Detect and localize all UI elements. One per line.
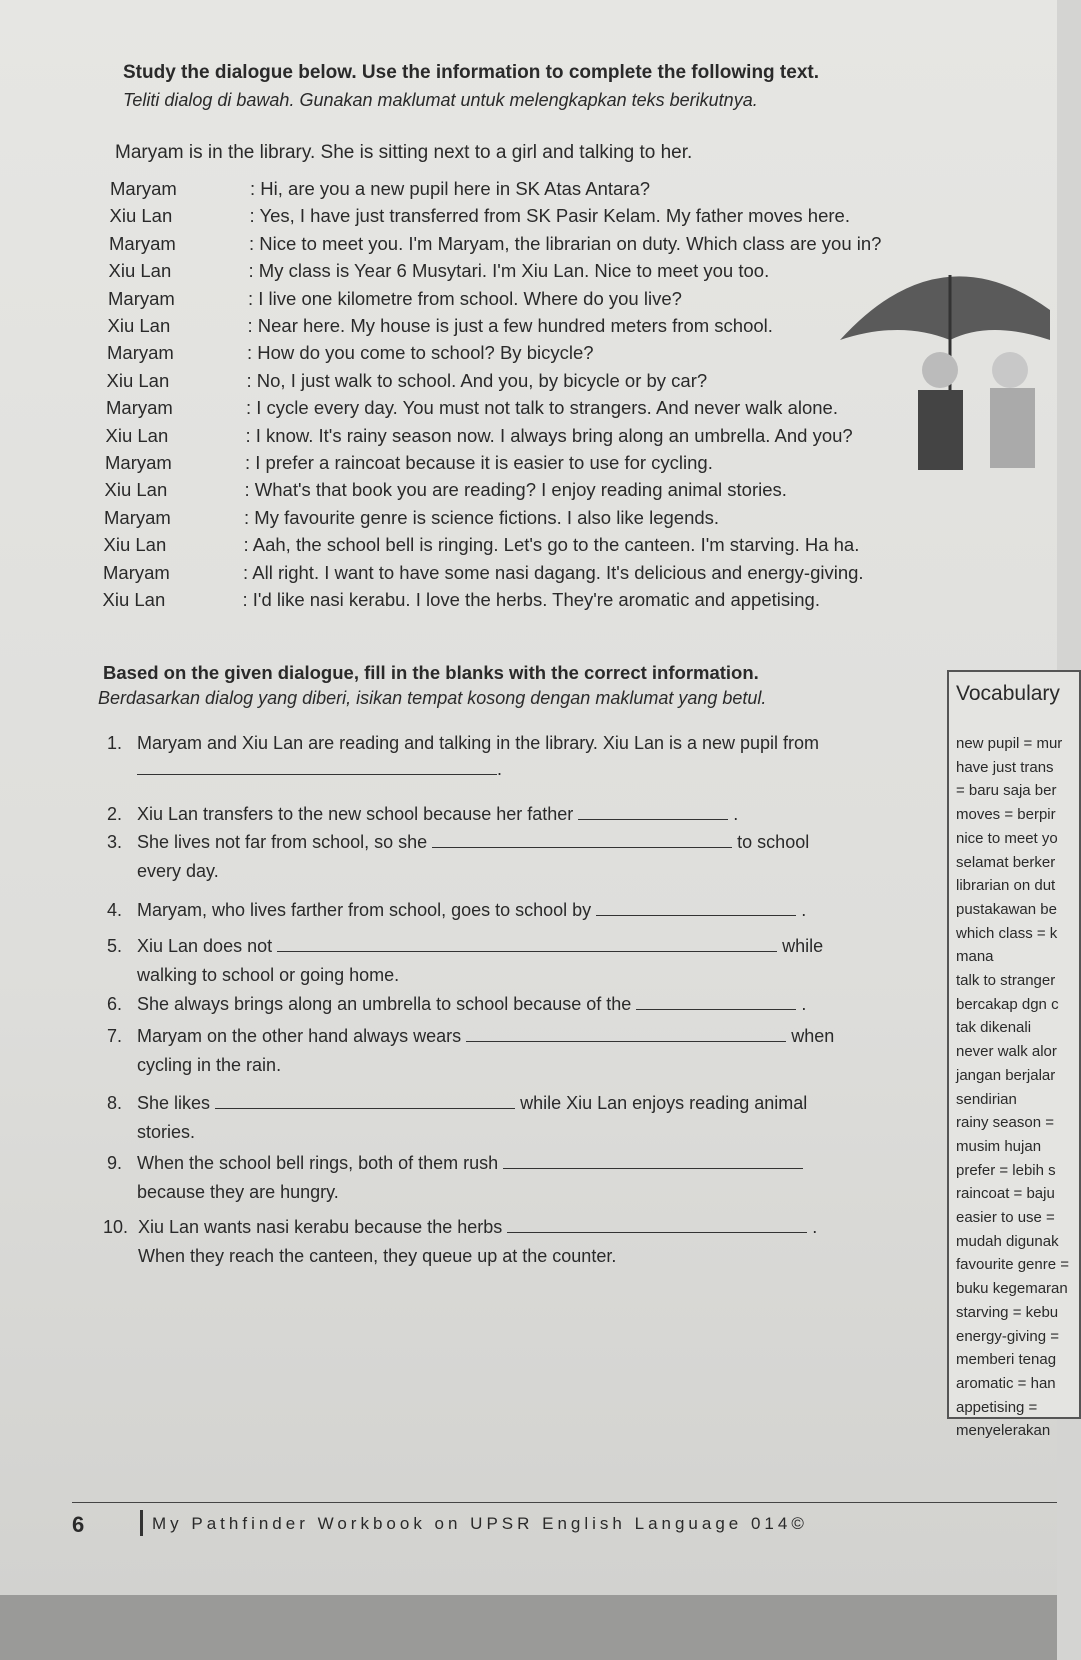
line-text: : My class is Year 6 Musytari. I'm Xiu Lan. Nice to meet you too.: [248, 260, 770, 282]
question-item: [107, 733, 937, 780]
umbrella-illustration: [830, 250, 1057, 480]
vocabulary-item: never walk alor: [956, 1043, 1057, 1061]
question-item: [107, 803, 937, 825]
background-surface: [0, 1595, 1057, 1660]
vocabulary-item: buku kegemaran: [956, 1280, 1068, 1298]
page-number: 6: [72, 1512, 85, 1537]
instruction-en: Study the dialogue below. Use the information to complete the following text.: [123, 62, 819, 83]
question-number: 1.: [107, 733, 123, 753]
answer-blank[interactable]: [466, 1025, 786, 1042]
dialogue-line: [104, 507, 719, 529]
question-item: [107, 899, 937, 921]
vocabulary-item: appetising =: [956, 1398, 1038, 1416]
speaker: Maryam: [108, 287, 175, 309]
vocabulary-item: librarian on dut: [956, 877, 1056, 895]
line-text: : I prefer a raincoat because it is easier to use for cycling.: [245, 452, 713, 473]
question-text-2: .: [801, 900, 807, 920]
vocabulary-item: rainy season =: [956, 1114, 1054, 1132]
dialogue-line: [107, 342, 594, 364]
answer-blank[interactable]: [503, 1152, 803, 1169]
vocabulary-item: easier to use =: [956, 1209, 1055, 1227]
speaker: Xiu Lan: [104, 479, 168, 501]
vocabulary-item: selamat berker: [956, 853, 1056, 871]
vocabulary-item: bercakap dgn c: [956, 995, 1059, 1013]
setting-text: Maryam is in the library. She is sitting next to a girl and talking to her.: [115, 142, 693, 163]
line-text: : I live one kilometre from school. Where do you live?: [248, 287, 682, 309]
dialogue-line: [108, 288, 682, 310]
question-item: [107, 1152, 937, 1203]
vocabulary-item: aromatic = han: [956, 1374, 1056, 1392]
question-text-3: walking to school or going home.: [137, 965, 400, 985]
footer-divider: [72, 1502, 1057, 1503]
vocabulary-item: favourite genre =: [956, 1256, 1069, 1274]
vocabulary-item: moves = berpir: [956, 806, 1056, 824]
question-text-2: while Xiu Lan enjoys reading animal: [520, 1093, 808, 1113]
answer-blank[interactable]: [596, 899, 796, 916]
vocabulary-item: mana: [956, 948, 994, 966]
question-number: 10.: [103, 1217, 129, 1237]
vocabulary-item: memberi tenag: [956, 1351, 1057, 1369]
dialogue-line: [107, 370, 708, 392]
vocabulary-item: prefer = lebih s: [956, 1161, 1056, 1179]
vocabulary-item: starving = kebu: [956, 1303, 1059, 1321]
speaker: Maryam: [103, 561, 170, 583]
vocabulary-item: new pupil = mur: [956, 735, 1063, 752]
question-end: .: [497, 759, 503, 779]
dialogue-line: [106, 397, 838, 419]
vocabulary-box: [947, 670, 1081, 1440]
dialogue-line: [104, 534, 860, 556]
question-text: Xiu Lan transfers to the new school because her father: [137, 804, 574, 824]
footer-text: My Pathfinder Workbook on UPSR English Language 014©: [152, 1514, 808, 1533]
vocabulary-title: Vocabulary: [956, 682, 1060, 705]
answer-blank[interactable]: [578, 803, 728, 820]
dialogue-line: [110, 205, 850, 227]
question-item: [107, 1025, 937, 1076]
vocabulary-item: menyelerakan: [956, 1422, 1051, 1440]
line-text: : Near here. My house is just a few hundred meters from school.: [247, 315, 773, 336]
dialogue-line: [106, 425, 853, 447]
line-text: : No, I just walk to school. And you, by bicycle or by car?: [246, 369, 708, 391]
question-text: Maryam and Xiu Lan are reading and talking in the library. Xiu Lan is a new pupil from: [137, 733, 820, 753]
instruction-ms: Teliti dialog di bawah. Gunakan maklumat untuk melengkapkan teks berikutnya.: [123, 90, 758, 110]
answer-blank[interactable]: [636, 993, 796, 1010]
speaker: Maryam: [104, 506, 171, 528]
question-number: 8.: [107, 1093, 123, 1113]
line-text: : Aah, the school bell is ringing. Let's go to the canteen. I'm starving. Ha ha.: [243, 534, 860, 556]
speaker: Maryam: [106, 397, 173, 419]
task-en: Based on the given dialogue, fill in the blanks with the correct information.: [103, 662, 759, 683]
question-text-3: because they are hungry.: [137, 1182, 339, 1202]
question-number: 5.: [107, 936, 123, 956]
vocabulary-item: = baru saja ber: [956, 782, 1057, 800]
answer-blank[interactable]: [507, 1216, 807, 1233]
vocabulary-item: tak dikenali: [956, 1019, 1032, 1037]
vocabulary-item: energy-giving =: [956, 1327, 1059, 1345]
speaker: Xiu Lan: [103, 534, 167, 556]
question-item: [107, 1092, 937, 1143]
question-text: She lives not far from school, so she: [137, 832, 428, 852]
answer-blank[interactable]: [277, 935, 777, 952]
line-text: : How do you come to school? By bicycle?: [247, 342, 594, 364]
question-item: [107, 993, 937, 1015]
footer-bar: [140, 1510, 143, 1536]
dialogue-line: [108, 315, 773, 337]
question-text: She likes: [137, 1093, 211, 1113]
line-text: : All right. I want to have some nasi dagang. It's delicious and energy-giving.: [243, 561, 864, 583]
speaker: Xiu Lan: [108, 260, 172, 282]
question-text-2: .: [733, 804, 739, 824]
question-text-2: to school: [737, 832, 810, 852]
vocabulary-item: nice to meet yo: [956, 829, 1058, 847]
vocabulary-item: talk to stranger: [956, 972, 1056, 990]
vocabulary-item: which class = k: [956, 924, 1058, 942]
dialogue-line: [109, 233, 881, 255]
dialogue-line: [109, 260, 770, 282]
question-text: Xiu Lan wants nasi kerabu because the herbs: [138, 1217, 503, 1237]
speaker: Maryam: [109, 232, 176, 254]
question-text: When the school bell rings, both of them rush: [137, 1153, 499, 1173]
question-text-3: cycling in the rain.: [137, 1055, 282, 1075]
answer-blank[interactable]: [137, 758, 497, 775]
dialogue-line: [103, 589, 820, 611]
question-text: Maryam on the other hand always wears: [137, 1026, 462, 1046]
line-text: : I cycle every day. You must not talk to strangers. And never walk alone.: [246, 397, 838, 419]
vocabulary-item: have just trans: [956, 758, 1054, 776]
question-number: 3.: [107, 832, 123, 852]
question-text-2: while: [782, 936, 824, 956]
question-item: [107, 935, 937, 986]
vocabulary-item: jangan berjalar: [956, 1066, 1056, 1084]
line-text: : I'd like nasi kerabu. I love the herbs. They're aromatic and appetising.: [242, 589, 820, 610]
line-text: : Yes, I have just transferred from SK Pasir Kelam. My father moves here.: [249, 205, 850, 227]
question-number: 6.: [107, 994, 123, 1014]
dialogue-line: [105, 452, 713, 474]
question-text-3: every day.: [137, 861, 219, 881]
speaker: Maryam: [105, 452, 172, 473]
question-number: 7.: [107, 1026, 123, 1046]
speaker: Maryam: [107, 342, 174, 364]
line-text: : My favourite genre is science fictions. I also like legends.: [244, 506, 720, 528]
vocabulary-item: sendirian: [956, 1090, 1017, 1108]
question-text-2: .: [801, 994, 807, 1014]
question-number: 4.: [107, 900, 123, 920]
dialogue-line: [110, 178, 650, 200]
question-text-2: when: [791, 1026, 835, 1046]
vocabulary-item: pustakawan be: [956, 900, 1057, 918]
vocabulary-item: raincoat = baju: [956, 1185, 1055, 1203]
answer-blank[interactable]: [432, 831, 732, 848]
question-text-3: When they reach the canteen, they queue up at the counter.: [138, 1246, 617, 1266]
dialogue-line: [105, 479, 787, 501]
speaker: Xiu Lan: [109, 205, 173, 227]
task-ms: Berdasarkan dialog yang diberi, isikan tempat kosong dengan maklumat yang betul.: [98, 688, 767, 708]
vocabulary-item: mudah digunak: [956, 1232, 1059, 1250]
speaker: Xiu Lan: [102, 589, 166, 610]
line-text: : What's that book you are reading? I enjoy reading animal stories.: [244, 479, 787, 501]
vocabulary-item: musim hujan: [956, 1137, 1042, 1155]
question-text: She always brings along an umbrella to school because of the: [137, 994, 632, 1014]
question-text: Xiu Lan does not: [137, 936, 273, 956]
question-number: 2.: [107, 804, 123, 824]
line-text: : I know. It's rainy season now. I always bring along an umbrella. And you?: [245, 424, 853, 446]
answer-blank[interactable]: [215, 1092, 515, 1109]
question-number: 9.: [107, 1153, 123, 1173]
line-text: : Nice to meet you. I'm Maryam, the librarian on duty. Which class are you in?: [249, 232, 882, 254]
dialogue-line: [103, 562, 864, 584]
question-text-3: stories.: [137, 1122, 196, 1142]
question-item: [107, 831, 937, 882]
speaker: Maryam: [110, 178, 177, 199]
question-text-2: .: [812, 1217, 818, 1237]
question-item: [103, 1216, 933, 1267]
speaker: Xiu Lan: [106, 369, 170, 391]
line-text: : Hi, are you a new pupil here in SK Atas Antara?: [250, 178, 651, 199]
speaker: Xiu Lan: [105, 424, 169, 446]
speaker: Xiu Lan: [107, 315, 171, 336]
question-text: Maryam, who lives farther from school, goes to school by: [137, 900, 592, 920]
